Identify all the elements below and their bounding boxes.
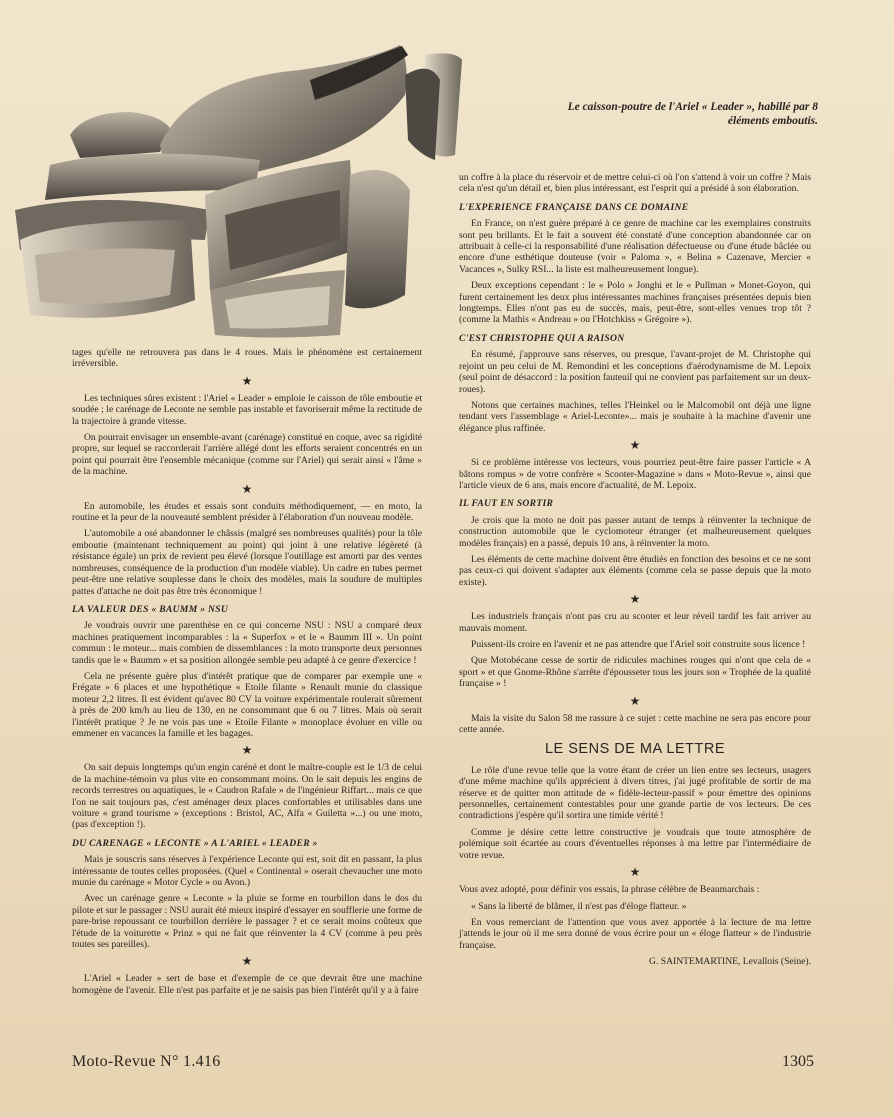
paragraph: Mais la visite du Salon 58 me rassure à ce sujet : cette machine ne sera pas encore pour cette année. — [459, 712, 811, 736]
paragraph: L'automobile a osé abandonner le châssis (malgré ses nombreuses qualités) pour la tôle emboutie (maintenant techniquement au point) qui joint à une relative légèreté (à résistance égale) un prix de revient peu élevé (lorsque l'outillage est amorti par des ventes nombreuses, conséquence de la production d'un modèle viable). Un cadre en tubes permet peut-être une relative souplesse dans le choix des modèles, mais la soudure de multiples pattes d'attache ne doit pas être très économique ! — [72, 528, 422, 597]
star-separator: ★ — [629, 438, 641, 453]
paragraph: Vous avez adopté, pour définir vos essais, la phrase célèbre de Beaumarchais : — [459, 884, 760, 896]
section-heading: DU CARENAGE « LECONTE » A L'ARIEL « LEADER » — [72, 837, 318, 849]
page-number: 1305 — [782, 1053, 814, 1070]
letter-section-title: LE SENS DE MA LETTRE — [544, 741, 726, 758]
paragraph: En vous remerciant de l'attention que vous avez apportée à la lecture de ma lettre j'attends le jour où il me sera donné de vous écrire pour un « éloge flatteur » de l'industrie française. — [459, 916, 811, 951]
star-separator: ★ — [241, 373, 253, 388]
section-heading: C'EST CHRISTOPHE QUI A RAISON — [459, 332, 625, 344]
star-separator: ★ — [241, 481, 253, 496]
paragraph: Les techniques sûres existent : l'Ariel « Leader » emploie le caisson de tôle emboutie et soudée ; le carénage de Leconte ne semble pas instable et favoriserait même la rectitude de la trajectoire à grande vitesse. — [72, 392, 422, 427]
paragraph: L'Ariel « Leader » sert de base et d'exemple de ce que devrait être une machine homogène de l'avenir. Elle n'est pas parfaite et je ne saisis pas bien l'intérêt qu'il y a à faire — [72, 973, 422, 996]
magazine-issue-footer: Moto-Revue N° 1.416 — [72, 1053, 221, 1070]
paragraph: Notons que certaines machines, telles l'Heinkel ou le Malcomobil ont déjà une ligne tendant vers l'assemblage « Ariel-Leconte»... mais je souhaite à la machine d'avenir une élégance plus raffinée. — [459, 399, 811, 434]
paragraph: tages qu'elle ne retrouvera pas dans le 4 roues. Mais le phénomène est certainement irréversible. — [72, 347, 422, 370]
paragraph: Les industriels français n'ont pas cru au scooter et leur réveil tardif les fait arriver au mauvais moment. — [459, 611, 811, 634]
paragraph: Deux exceptions cependant : le « Polo » Jonghi et le « Pullman » Monet-Goyon, qui furent certainement les deux plus intéressantes machines françaises présentées depuis bien longtemps. Elles n'ont pas eu de succès, mais, peut-être, sont-elles venues trop tôt ? (comme la Mathis « Andreau » ou l'Hotchkiss « Grégoire »). — [459, 280, 811, 326]
star-separator: ★ — [629, 592, 641, 607]
paragraph: Cela ne présente guère plus d'intérêt pratique que de comparer par exemple une « Frégate » 6 places et une hypothétique « Etoile filante » Renault munie du classique moteur 2,2 litres. Il est évident qu'avec 80 CV la voiture expérimentale roulerait sûrement à près de 200 km/h au lieu de 130, en ne consommant que 6 ou 7 litres. Mais où serait l'intérêt pratique ? Je ne vois pas une « Etoile Filante » monoplace évoluer en ville ou emmener en vacances la famille et les bagages. — [72, 670, 422, 739]
paragraph: Si ce problème intéresse vos lecteurs, vous pourriez peut-être faire passer l'article « A bâtons rompus » de votre confrère « Scooter-Magazine » dans « Moto-Revue », ainsi que l'article vieux de 6 ans, mais encore d'actualité, de M. Lepoix. — [459, 457, 811, 491]
section-heading: LA VALEUR DES « BAUMM » NSU — [72, 603, 229, 615]
paragraph: Mais je souscris sans réserves à l'expérience Leconte qui est, soit dit en passant, la plus intéressante de toutes celles proposées. (Quel « Continental » oserait chevaucher une moto munie du carénage « Motor Cycle » ou Avon.) — [72, 854, 422, 889]
paragraph: En France, on n'est guère préparé à ce genre de machine car les exemplaires construits sont peu brillants. Et le fait a souvent été constaté d'une conception abandonnée car on attribuait à celle-ci la responsabilité d'une réalisation défectueuse ou d'une étude bâclée ou encore d'une esthétique douteuse (voir « Paloma », « Belina » Cazenave, Mercier « Vacances », Sulky RSI... la liste est malheureusement longue). — [459, 218, 811, 275]
paragraph: Le rôle d'une revue telle que la votre étant de créer un lien entre ses lecteurs, usagers d'une même machine qu'ils apprécient à divers titres, j'ai jugé profitable de sortir de ma réserve et de quitter mon attitude de « fidèle-lecteur-passif » pour émettre des opinions personnelles, certainement contestables pour une grande partie de vos lecteurs. De ces contradictions j'espère qu'il sortira une timide vérité ! — [459, 764, 811, 822]
paragraph: On pourrait envisager un ensemble-avant (carénage) constitué en coque, avec sa rigidité propre, sur lequel se raccorderait l'arrière allégé dont les efforts seraient concentrés en un point qui pourrait être l'ensemble mécanique (comme sur l'Ariel) qui serait ainsi « l'âme » de la machine. — [72, 432, 422, 478]
author-signature: G. SAINTEMARTINE, Levallois (Seine). — [649, 956, 811, 968]
paragraph: un coffre à la place du réservoir et de mettre celui-ci où l'on s'attend à voir un coffre ? Mais cela n'est qu'un détail et, bien plus intéressant, est l'esprit qui a présidé à son élaboration. — [459, 172, 811, 195]
paragraph: Puissent-ils croire en l'avenir et ne pas attendre que l'Ariel soit construite sous licence ! — [471, 639, 806, 650]
star-separator: ★ — [241, 743, 253, 758]
star-separator: ★ — [241, 954, 253, 969]
paragraph: Les éléments de cette machine doivent être étudiés en fonction des besoins et ce ne sont pas ceux-ci qui doivent s'adapter aux éléments (comme cela se passe depuis que la moto existe). — [459, 553, 811, 588]
star-separator: ★ — [629, 693, 641, 708]
quotation: « Sans la liberté de blâmer, il n'est pas d'éloge flatteur. » — [471, 900, 687, 912]
section-heading: IL FAUT EN SORTIR — [459, 498, 554, 510]
right-column — [459, 172, 811, 973]
section-heading: L'EXPERIENCE FRANÇAISE DANS CE DOMAINE — [459, 201, 689, 213]
star-separator: ★ — [629, 865, 641, 880]
paragraph: Je crois que la moto ne doit pas passer autant de temps à réinventer la technique de construction automobile que le cyclomoteur étranger (et malheureusement quelques modèles français) en a passé, depuis 10 ans, à réinventer la moto. — [459, 514, 811, 549]
paragraph: Avec un carénage genre « Leconte » la pluie se forme en tourbillon dans le dos du pilote et sur le passager : NSU aurait été mieux inspiré d'essayer en soufflerie une forme de pare-brise repoussant ce tourbillon derrière le passager ? et ce serait moins coûteux que l'étude de la voiturette « Prinz » qui ne fait que réinventer la 4 CV (comme à peu près toutes ses pareilles). — [72, 893, 423, 951]
ariel-leader-photo — [10, 40, 465, 340]
paragraph: On sait depuis longtemps qu'un engin caréné et dont le maître-couple est le 1/3 de celui de la machine-témoin va plus vite en consommant moins. On le sait depuis les engins de records terrestres ou aquatiques, le « Caudron Rafale » de l'ingénieur Riffart... mais ce que l'on ne sait toujours pas, c'est aménager deux places confortables et utilisables dans une voiture « grand tourisme » (exceptions : Bristol, AC, Alfa « Guiletta »...) ou une moto, (pas d'exception !). — [72, 762, 422, 831]
paragraph: Je voudrais ouvrir une parenthèse en ce qui concerne NSU : NSU a comparé deux machines pratiquement incomparables : la « Superfox » et le « Baumm III ». Un point commun : le moteur... mais combien de dissemblances : la moto transporte deux personnes tandis que le « Baumm » et sa position allongée semble peu adapté à ce genre d'exercice ! — [72, 620, 422, 666]
paragraph: Que Motobécane cesse de sortir de ridicules machines rouges qui n'ont que cela de « sport » et que Gnome-Rhône s'arrête d'épousseter tous les jours son « Trophée de la qualité française » ! — [459, 655, 811, 690]
paragraph: En automobile, les études et essais sont conduits méthodiquement, — en moto, la routine et la peur de la nouveauté semblent présider à l'élaboration d'un nouveau modèle. — [72, 500, 422, 524]
photo-caption: Le caisson-poutre de l'Ariel « Leader », habillé par 8 éléments emboutis. — [567, 101, 818, 127]
paragraph: Comme je désire cette lettre constructive je voudrais que toute atmosphère de polémique soit écartée au cours d'éventuelles réponses à ma lettre par l'intermédiaire de votre revue. — [459, 826, 811, 861]
left-column — [72, 347, 422, 1001]
paragraph: En résumé, j'approuve sans réserves, ou presque, l'avant-projet de M. Christophe qui rejoint un peu celui de M. Remondini et les conceptions d'aérodynamisme de M. Lepoix (seul point de désaccord : la position fauteuil qui ne convient pas parfaitement sur un deux-roues). — [459, 349, 811, 395]
